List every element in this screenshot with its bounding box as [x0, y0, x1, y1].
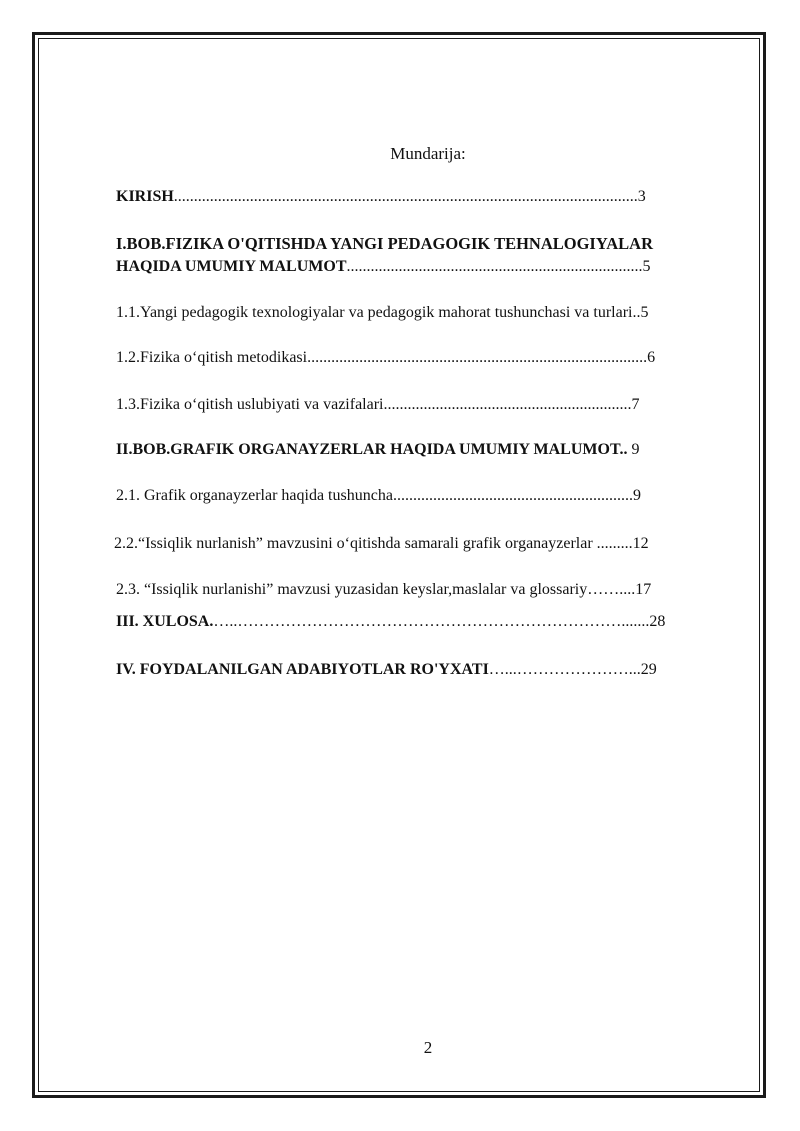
toc-entry-page: 12: [632, 535, 649, 552]
toc-entry-page: 17: [635, 581, 652, 598]
toc-entry-label: 1.2.Fizika o‘qitish metodikasi: [116, 349, 308, 366]
toc-entry-label: II.BOB.GRAFIK ORGANAYZERLAR HAQIDA UMUMIY MALUMOT: [116, 441, 620, 458]
toc-entry-label: 1.1.Yangi pedagogik texnologiyalar va pedagogik mahorat tushunchasi va turlari: [116, 304, 633, 321]
toc-entry-page: 5: [642, 258, 651, 275]
toc-entry-label: 1.3.Fizika o‘qitish uslubiyati va vazifalari: [116, 396, 384, 413]
toc-entry-1-3[interactable]: [116, 394, 640, 416]
toc-entry-label: 2.2.“Issiqlik nurlanish” mavzusini o‘qitishda samarali grafik organayzerlar: [114, 535, 597, 552]
toc-entry-page: 9: [631, 441, 640, 458]
toc-entry-label: 2.1. Grafik organayzerlar haqida tushuncha: [116, 487, 393, 504]
toc-entry-leader: ..: [632, 304, 641, 321]
toc-entry-1-2[interactable]: [116, 347, 655, 369]
toc-entry-label: KIRISH: [116, 188, 174, 205]
toc-entry-label: 2.3. “Issiqlik nurlanishi” mavzusi yuzasidan keyslar,maslalar va glossariy: [116, 581, 588, 598]
toc-entry-1-1[interactable]: [116, 302, 648, 324]
toc-entry-bob2[interactable]: [116, 439, 639, 461]
toc-entry-label: HAQIDA UMUMIY MALUMOT: [116, 258, 347, 275]
toc-entry-leader: .....................................................................................: [307, 349, 648, 366]
toc-entry-leader: ……....: [587, 581, 636, 598]
toc-entry-2-3[interactable]: [116, 579, 651, 601]
toc-entry-bob1[interactable]: [116, 256, 651, 278]
toc-entry-adabiyotlar[interactable]: [116, 659, 657, 681]
toc-entry-page: 6: [647, 349, 656, 366]
toc-entry-page: 28: [649, 613, 666, 630]
toc-entry-page: 5: [640, 304, 649, 321]
toc-entry-2-2[interactable]: [114, 533, 649, 555]
toc-entry-leader: …..……………………………………………………………….......: [213, 613, 650, 630]
toc-entry-page: 29: [640, 661, 657, 678]
toc-entry-label: IV. FOYDALANILGAN ADABIYOTLAR RO'YXATI: [116, 661, 489, 678]
toc-entry-leader: .........: [596, 535, 633, 552]
toc-entry-page: 9: [632, 487, 641, 504]
toc-entry-kirish[interactable]: [116, 186, 646, 208]
toc-entry-page: 7: [631, 396, 640, 413]
toc-entry-page: 3: [637, 188, 646, 205]
toc-entry-leader: ....................................................................................................................: [173, 188, 638, 205]
toc-entry-xulosa[interactable]: [116, 611, 665, 633]
toc-entry-label: III. XULOSA.: [116, 613, 214, 630]
toc-entry-2-1[interactable]: [116, 485, 641, 507]
toc-entry-bob1-line1[interactable]: I.BOB.FIZIKA O'QITISHDA YANGI PEDAGOGIK TEHNALOGIYALAR: [116, 234, 653, 253]
toc-entry-leader: …...…………………...: [488, 661, 641, 678]
toc-entry-leader: ............................................................: [392, 487, 633, 504]
toc-entry-leader: ..............................................................: [383, 396, 632, 413]
toc-entry-leader: ..........................................................................: [346, 258, 643, 275]
toc-entry-leader: ..: [619, 441, 628, 458]
page-number: 2: [423, 1038, 433, 1057]
toc-title: Mundarija:: [390, 144, 466, 163]
